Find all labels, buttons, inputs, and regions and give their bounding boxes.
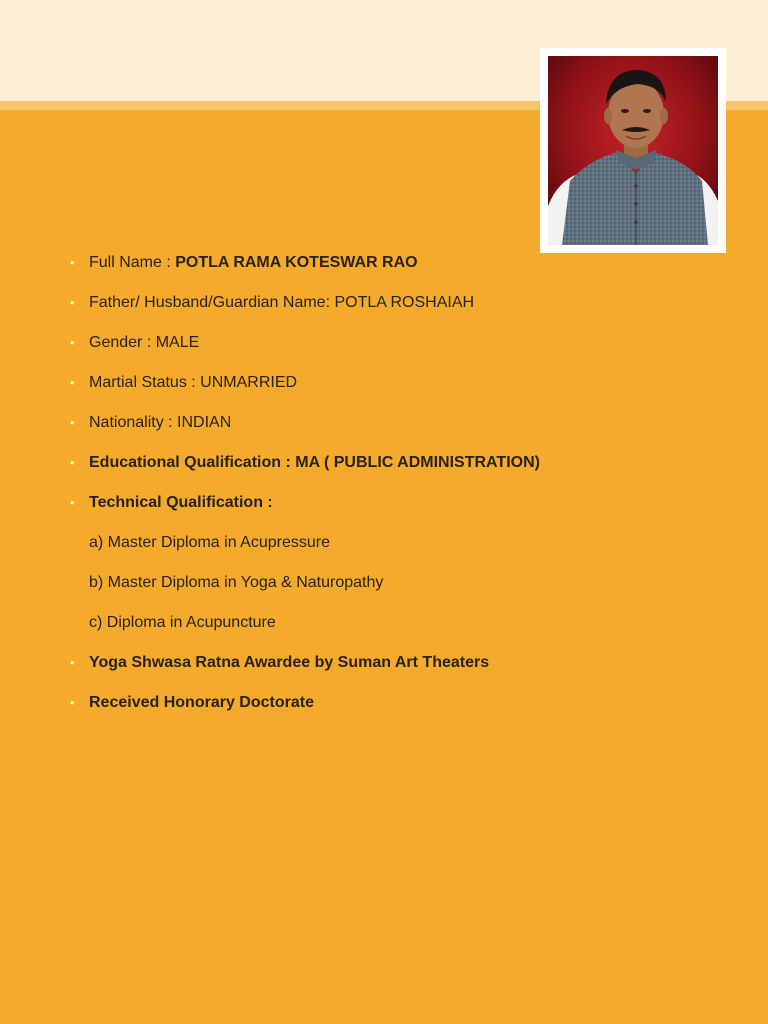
detail-item [0,326,768,366]
detail-label: Martial Status : [89,374,196,391]
detail-label: Technical Qualification : [89,494,273,511]
bullet-icon: • [70,255,75,270]
detail-label: a) Master Diploma in Acupressure [89,534,330,551]
bullet-icon: • [70,295,75,310]
bullet-icon: • [70,455,75,470]
detail-text [89,486,273,520]
bullet-icon: • [70,415,75,430]
detail-label: Gender : [89,334,152,351]
detail-text [89,366,297,400]
detail-label: Nationality : [89,414,173,431]
detail-text [89,606,276,640]
detail-item [0,406,768,446]
detail-text [89,646,489,680]
profile-details-list [0,246,768,726]
detail-item [0,646,768,686]
bullet-icon: • [70,375,75,390]
detail-value: MALE [155,334,200,351]
detail-sub-item [0,526,768,566]
detail-text [89,526,330,560]
detail-label: Educational Qualification : [89,454,291,471]
detail-text [89,566,383,600]
detail-value: POTLA RAMA KOTESWAR RAO [175,254,418,271]
detail-item [0,366,768,406]
detail-sub-item [0,606,768,646]
bullet-icon: • [70,695,75,710]
detail-text [89,406,231,440]
detail-item [0,486,768,526]
detail-item [0,246,768,286]
bullet-icon: • [70,335,75,350]
detail-text [89,326,199,360]
detail-label: Full Name : [89,254,171,271]
detail-label: Yoga Shwasa Ratna Awardee by Suman Art Theaters [89,654,490,671]
detail-label: c) Diploma in Acupuncture [89,614,276,631]
detail-value: POTLA ROSHAIAH [334,294,475,311]
detail-item [0,446,768,486]
detail-item [0,686,768,726]
bullet-icon: • [70,495,75,510]
detail-value: MA ( PUBLIC ADMINISTRATION) [295,454,540,471]
detail-text [89,246,418,280]
portrait-photo-frame [540,48,726,253]
detail-text [89,686,314,720]
portrait-photo [548,56,718,245]
detail-item [0,286,768,326]
detail-label: b) Master Diploma in Yoga & Naturopathy [89,574,384,591]
detail-label: Received Honorary Doctorate [89,694,314,711]
detail-value: INDIAN [177,414,232,431]
detail-text [89,286,474,320]
detail-text [89,446,540,480]
bullet-icon: • [70,655,75,670]
detail-sub-item [0,566,768,606]
detail-label: Father/ Husband/Guardian Name: [89,294,331,311]
detail-value: UNMARRIED [200,374,298,391]
